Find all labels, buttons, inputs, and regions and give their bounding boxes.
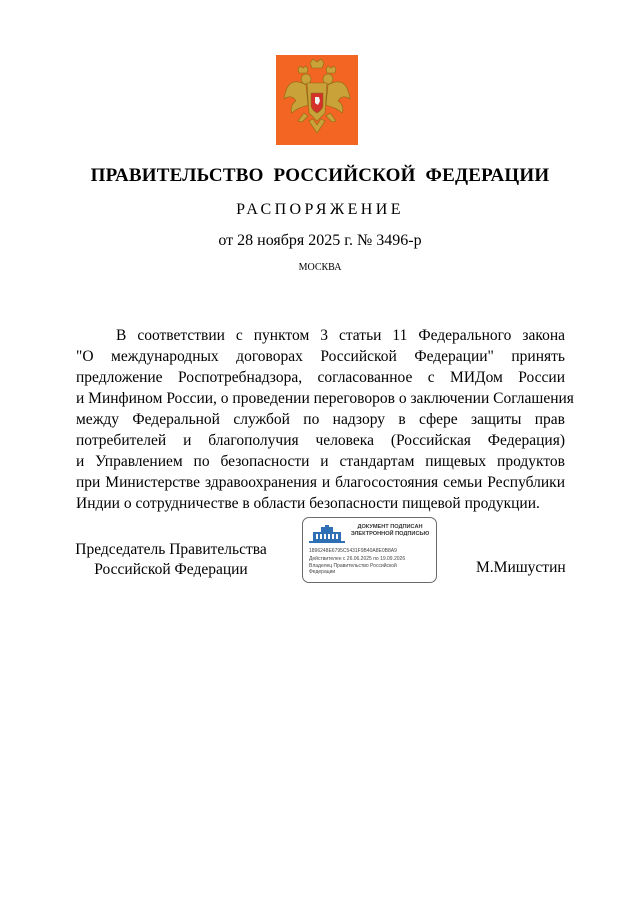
stamp-owner: Федерации xyxy=(309,569,336,575)
document-date-number: от 28 ноября 2025 г. № 3496-р xyxy=(218,232,422,249)
stamp-heading xyxy=(345,524,435,538)
document-body xyxy=(76,325,574,514)
body-line: потребителей и благополучия человека (Российская Федерация) xyxy=(76,432,565,449)
electronic-signature-stamp xyxy=(302,517,437,583)
body-line: при Министерстве здравоохранения и благосостояния семьи Республики xyxy=(76,474,565,491)
stamp-validity: Действителен с 26.06.2025 по 19.09.2026 xyxy=(309,556,406,562)
signer-position xyxy=(66,540,276,580)
stamp-certificate: 1896248E6795C5431F9B40A8E0B8A9 xyxy=(309,548,397,554)
document-place: МОСКВА xyxy=(298,262,342,273)
stamp-owner: Владелец Правительство Российской xyxy=(309,563,397,569)
signer-position-line: Председатель Правительства xyxy=(75,541,267,558)
signer-position-line: Российской Федерации xyxy=(94,561,248,578)
body-line: и Управлением по безопасности и стандартам пищевых продуктов xyxy=(76,453,565,470)
stamp-heading-line: ЭЛЕКТРОННОЙ ПОДПИСЬЮ xyxy=(350,531,430,537)
body-line: и Минфином России, о проведении переговоров о заключении Соглашения xyxy=(76,390,574,407)
signer-name: М.Мишустин xyxy=(476,559,566,576)
government-building-icon xyxy=(309,525,345,543)
body-line: "О международных договорах Российской Федерации" принять xyxy=(76,348,565,365)
body-line: между Федеральной службой по надзору в сфере защиты прав xyxy=(76,411,565,428)
document-type: РАСПОРЯЖЕНИЕ xyxy=(236,201,404,218)
body-line: Индии о сотрудничестве в области безопасности пищевой продукции. xyxy=(76,495,540,512)
russian-coat-of-arms-icon xyxy=(276,55,358,145)
body-line: предложение Роспотребнадзора, согласованное с МИДом России xyxy=(76,369,565,386)
organization-title: ПРАВИТЕЛЬСТВО РОССИЙСКОЙ ФЕДЕРАЦИИ xyxy=(90,165,550,186)
body-line: В соответствии с пунктом 3 статьи 11 Федерального закона xyxy=(116,327,565,344)
stamp-heading-line: ДОКУМЕНТ ПОДПИСАН xyxy=(357,524,423,530)
